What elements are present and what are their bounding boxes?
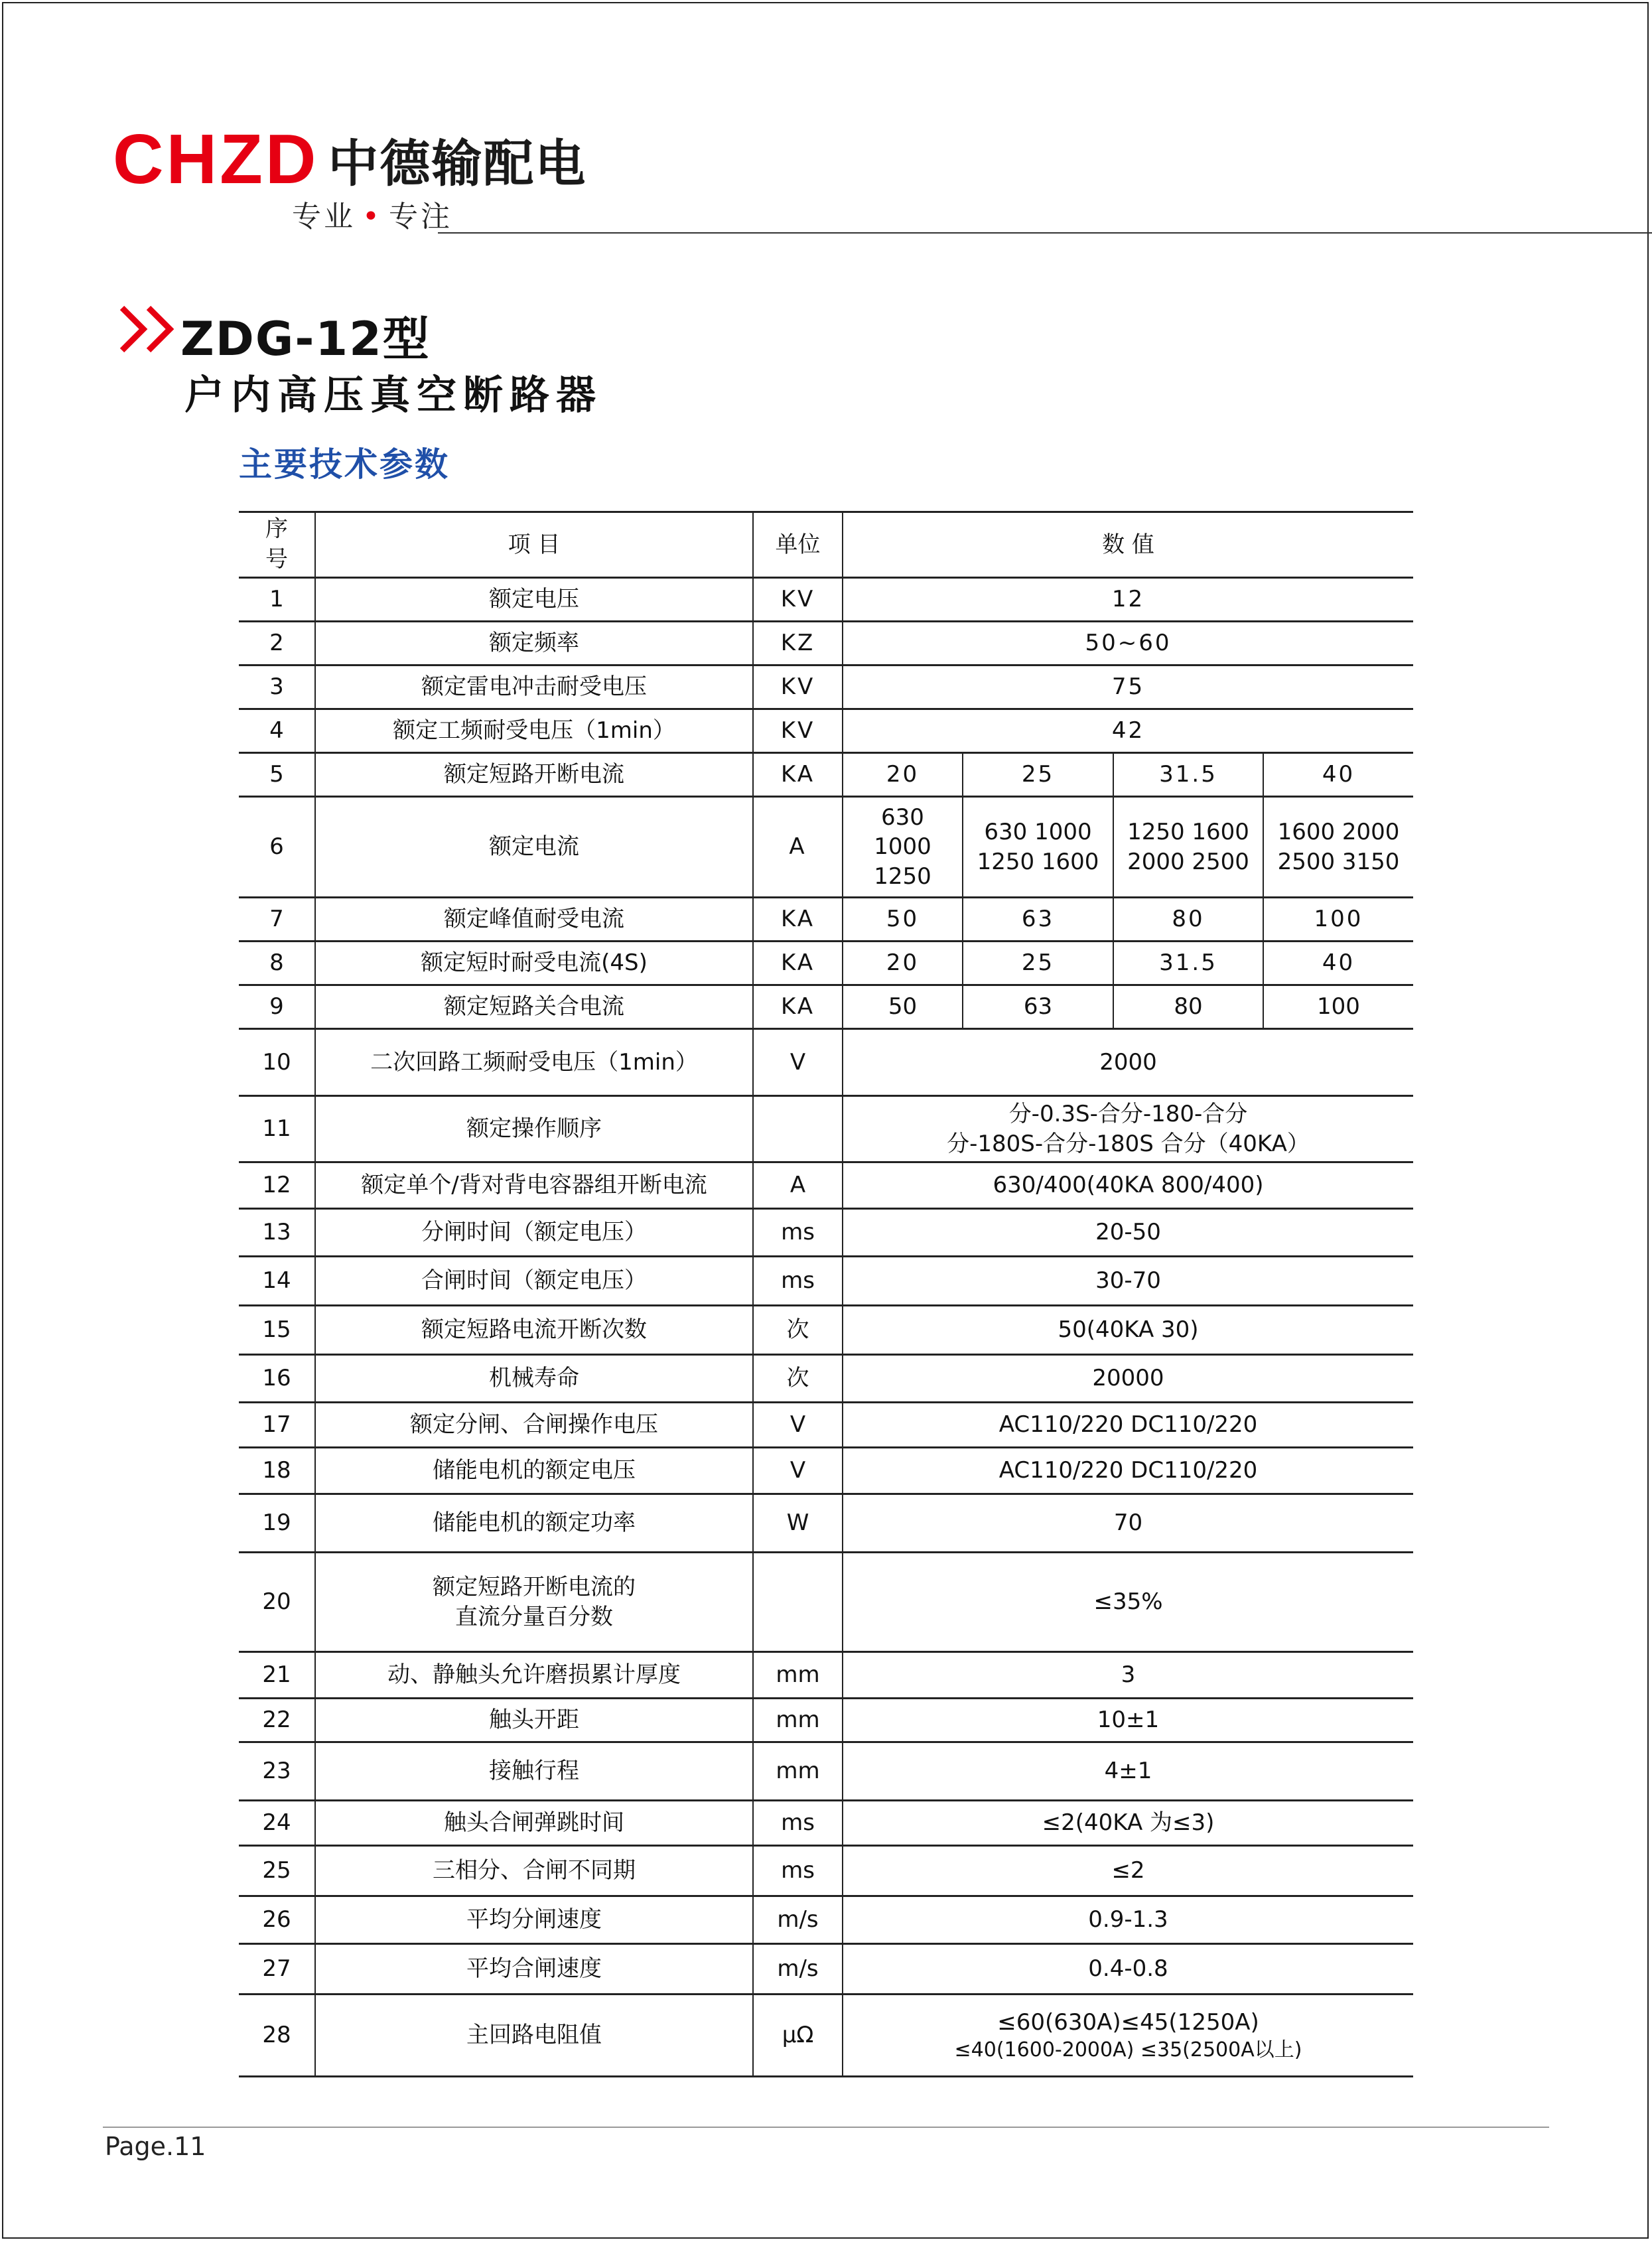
row-item: 额定短时耐受电流(4S): [315, 942, 753, 985]
row-value: 3: [843, 1652, 1413, 1699]
row-no: 8: [239, 942, 315, 985]
row-unit: KV: [753, 666, 843, 709]
row-value: 10±1: [843, 1699, 1413, 1742]
table-row: [239, 1096, 1413, 1162]
table-row: [239, 666, 1413, 709]
footer-divider: [103, 2127, 1549, 2128]
row-no: 28: [239, 1995, 315, 2077]
row-unit: μΩ: [753, 1995, 843, 2077]
row-value: 20-50: [843, 1209, 1413, 1257]
row-unit: ms: [753, 1209, 843, 1257]
row-value: 75: [843, 666, 1413, 709]
row-value: 0.9-1.3: [843, 1896, 1413, 1944]
row-item: 储能电机的额定电压: [315, 1448, 753, 1494]
row-item: [315, 1553, 753, 1652]
value-line: 1250: [874, 863, 931, 890]
row-value: 20000: [843, 1355, 1413, 1403]
row-unit: A: [753, 797, 843, 898]
table-row: [239, 1448, 1413, 1494]
value-line: 分-0.3S-合分-180-合分: [1008, 1101, 1248, 1128]
row-value-25ka: 63: [963, 985, 1113, 1029]
value-line: 2500 3150: [1277, 848, 1400, 875]
row-no: 7: [239, 898, 315, 942]
row-item: 三相分、合闸不同期: [315, 1846, 753, 1896]
value-line: 1250 1600: [1127, 819, 1249, 846]
row-no: 1: [239, 578, 315, 622]
table-row: [239, 1306, 1413, 1355]
row-no: 21: [239, 1652, 315, 1699]
table-row: [239, 1553, 1413, 1652]
table-row: [239, 797, 1413, 898]
row-unit: W: [753, 1494, 843, 1553]
row-no: 9: [239, 985, 315, 1029]
table-row: [239, 1403, 1413, 1448]
row-value: 30-70: [843, 1257, 1413, 1306]
header-unit: 单位: [753, 512, 843, 578]
row-unit: KA: [753, 942, 843, 985]
row-value-20ka: 20: [843, 753, 963, 797]
row-no: 22: [239, 1699, 315, 1742]
row-no: 15: [239, 1306, 315, 1355]
row-unit: m/s: [753, 1944, 843, 1995]
value-line: ≤40(1600-2000A) ≤35(2500A以上): [954, 2038, 1302, 2062]
row-value: 0.4-0.8: [843, 1944, 1413, 1995]
header-divider: [438, 232, 1652, 234]
row-value-40ka: 100: [1263, 898, 1413, 942]
row-unit: V: [753, 1029, 843, 1096]
row-value-31ka: 80: [1113, 985, 1263, 1029]
row-no: 25: [239, 1846, 315, 1896]
row-value: 2000: [843, 1029, 1413, 1096]
row-item: 机械寿命: [315, 1355, 753, 1403]
value-line: 630 1000: [984, 819, 1092, 846]
row-value-25ka: [963, 797, 1113, 898]
row-item: 分闸时间（额定电压）: [315, 1209, 753, 1257]
row-value-25ka: 25: [963, 753, 1113, 797]
row-item: 储能电机的额定功率: [315, 1494, 753, 1553]
table-row: [239, 622, 1413, 666]
row-no: 12: [239, 1162, 315, 1209]
table-row: [239, 1494, 1413, 1553]
row-no: 16: [239, 1355, 315, 1403]
header-value: 数 值: [843, 512, 1413, 578]
row-no: 23: [239, 1742, 315, 1801]
row-value-31ka: 31.5: [1113, 942, 1263, 985]
value-line: 1600 2000: [1277, 819, 1400, 846]
slogan-right: 专注: [388, 200, 452, 234]
row-item: 额定峰值耐受电流: [315, 898, 753, 942]
item-line: 直流分量百分数: [455, 1603, 613, 1630]
row-unit: KA: [753, 898, 843, 942]
row-unit: V: [753, 1403, 843, 1448]
row-no: 27: [239, 1944, 315, 1995]
row-unit: [753, 1096, 843, 1162]
row-no: 17: [239, 1403, 315, 1448]
table-row: [239, 578, 1413, 622]
table-row: [239, 1162, 1413, 1209]
row-no: 19: [239, 1494, 315, 1553]
table-row: [239, 1029, 1413, 1096]
value-line: 630: [881, 804, 924, 831]
row-item: 额定短路电流开断次数: [315, 1306, 753, 1355]
row-unit: A: [753, 1162, 843, 1209]
product-title: 户内高压真空断路器: [184, 372, 602, 419]
row-unit: [753, 1553, 843, 1652]
row-value: 50~60: [843, 622, 1413, 666]
row-no: 3: [239, 666, 315, 709]
row-value: AC110/220 DC110/220: [843, 1403, 1413, 1448]
row-value: ≤2: [843, 1846, 1413, 1896]
table-row: [239, 1355, 1413, 1403]
row-value-31ka: [1113, 797, 1263, 898]
row-no: 6: [239, 797, 315, 898]
brand-mark: CHZD: [113, 120, 319, 198]
row-unit: V: [753, 1448, 843, 1494]
row-value: 70: [843, 1494, 1413, 1553]
row-item: 二次回路工频耐受电压（1min）: [315, 1029, 753, 1096]
row-unit: KV: [753, 709, 843, 753]
table-row: [239, 1896, 1413, 1944]
row-value-40ka: 40: [1263, 753, 1413, 797]
table-row: [239, 1801, 1413, 1846]
table-header-row: [239, 512, 1413, 578]
slogan-left: 专业: [292, 200, 356, 234]
row-no: 5: [239, 753, 315, 797]
table-row: [239, 898, 1413, 942]
row-no: 26: [239, 1896, 315, 1944]
row-value-40ka: 100: [1263, 985, 1413, 1029]
row-no: 18: [239, 1448, 315, 1494]
row-item: 额定操作顺序: [315, 1096, 753, 1162]
row-no: 14: [239, 1257, 315, 1306]
row-item: 合闸时间（额定电压）: [315, 1257, 753, 1306]
row-value-20ka: [843, 797, 963, 898]
row-item: 额定工频耐受电压（1min）: [315, 709, 753, 753]
item-line: 额定短路开断电流的: [433, 1574, 636, 1601]
row-item: 额定单个/背对背电容器组开断电流: [315, 1162, 753, 1209]
row-item: 触头开距: [315, 1699, 753, 1742]
row-value-40ka: 40: [1263, 942, 1413, 985]
row-item: 额定频率: [315, 622, 753, 666]
row-item: 额定电压: [315, 578, 753, 622]
table-row: [239, 709, 1413, 753]
row-no: 10: [239, 1029, 315, 1096]
row-unit: mm: [753, 1742, 843, 1801]
row-value: ≤35%: [843, 1553, 1413, 1652]
row-item: 平均合闸速度: [315, 1944, 753, 1995]
table-row: [239, 1846, 1413, 1896]
brand-slogan: [292, 192, 452, 235]
brand-logo: [113, 120, 587, 198]
header-item: 项 目: [315, 512, 753, 578]
row-value-25ka: 63: [963, 898, 1113, 942]
double-chevron-icon: [118, 304, 184, 354]
row-unit: m/s: [753, 1896, 843, 1944]
row-unit: mm: [753, 1699, 843, 1742]
row-no: 20: [239, 1553, 315, 1652]
row-unit: 次: [753, 1355, 843, 1403]
row-value: 630/400(40KA 800/400): [843, 1162, 1413, 1209]
row-item: 额定电流: [315, 797, 753, 898]
slogan-dot: •: [362, 200, 382, 234]
row-value-20ka: 20: [843, 942, 963, 985]
header-no: 序号: [239, 512, 315, 578]
row-unit: KV: [753, 578, 843, 622]
row-value-20ka: 50: [843, 985, 963, 1029]
row-value: 4±1: [843, 1742, 1413, 1801]
row-value: 50(40KA 30): [843, 1306, 1413, 1355]
row-item: 额定雷电冲击耐受电压: [315, 666, 753, 709]
value-line: 分-180S-合分-180S 合分（40KA）: [947, 1130, 1310, 1157]
row-item: 额定短路关合电流: [315, 985, 753, 1029]
table-row: [239, 1742, 1413, 1801]
spec-table: [239, 511, 1413, 2077]
brand-name: 中德输配电: [328, 133, 587, 193]
row-value-31ka: 80: [1113, 898, 1263, 942]
section-title: 主要技术参数: [239, 445, 450, 484]
table-row: [239, 1209, 1413, 1257]
table-row: [239, 1257, 1413, 1306]
table-row: [239, 942, 1413, 985]
table-row: [239, 1995, 1413, 2077]
table-row: [239, 753, 1413, 797]
row-value-25ka: 25: [963, 942, 1113, 985]
value-line: 2000 2500: [1127, 848, 1249, 875]
row-unit: ms: [753, 1257, 843, 1306]
row-unit: ms: [753, 1801, 843, 1846]
row-value-31ka: 31.5: [1113, 753, 1263, 797]
value-line: 1250 1600: [977, 848, 1099, 875]
row-value: ≤2(40KA 为≤3): [843, 1801, 1413, 1846]
row-value: 12: [843, 578, 1413, 622]
row-value: AC110/220 DC110/220: [843, 1448, 1413, 1494]
row-item: 额定短路开断电流: [315, 753, 753, 797]
row-no: 11: [239, 1096, 315, 1162]
row-item: 主回路电阻值: [315, 1995, 753, 2077]
row-unit: ms: [753, 1846, 843, 1896]
row-unit: mm: [753, 1652, 843, 1699]
row-value: [843, 1995, 1413, 2077]
row-no: 4: [239, 709, 315, 753]
row-item: 平均分闸速度: [315, 1896, 753, 1944]
row-item: 接触行程: [315, 1742, 753, 1801]
value-line: ≤60(630A)≤45(1250A): [997, 2008, 1259, 2036]
row-unit: KZ: [753, 622, 843, 666]
row-no: 2: [239, 622, 315, 666]
row-item: 额定分闸、合闸操作电压: [315, 1403, 753, 1448]
row-value: 42: [843, 709, 1413, 753]
table-row: [239, 1944, 1413, 1995]
row-item: 动、静触头允许磨损累计厚度: [315, 1652, 753, 1699]
row-unit: KA: [753, 753, 843, 797]
value-line: 1000: [874, 833, 931, 861]
table-row: [239, 985, 1413, 1029]
row-value-40ka: [1263, 797, 1413, 898]
page-number: Page.11: [105, 2132, 206, 2161]
row-item: 触头合闸弹跳时间: [315, 1801, 753, 1846]
model-title: ZDG-12型: [180, 312, 431, 366]
row-no: 13: [239, 1209, 315, 1257]
table-row: [239, 1652, 1413, 1699]
row-unit: KA: [753, 985, 843, 1029]
row-no: 24: [239, 1801, 315, 1846]
row-value: [843, 1096, 1413, 1162]
table-row: [239, 1699, 1413, 1742]
row-value-20ka: 50: [843, 898, 963, 942]
row-unit: 次: [753, 1306, 843, 1355]
